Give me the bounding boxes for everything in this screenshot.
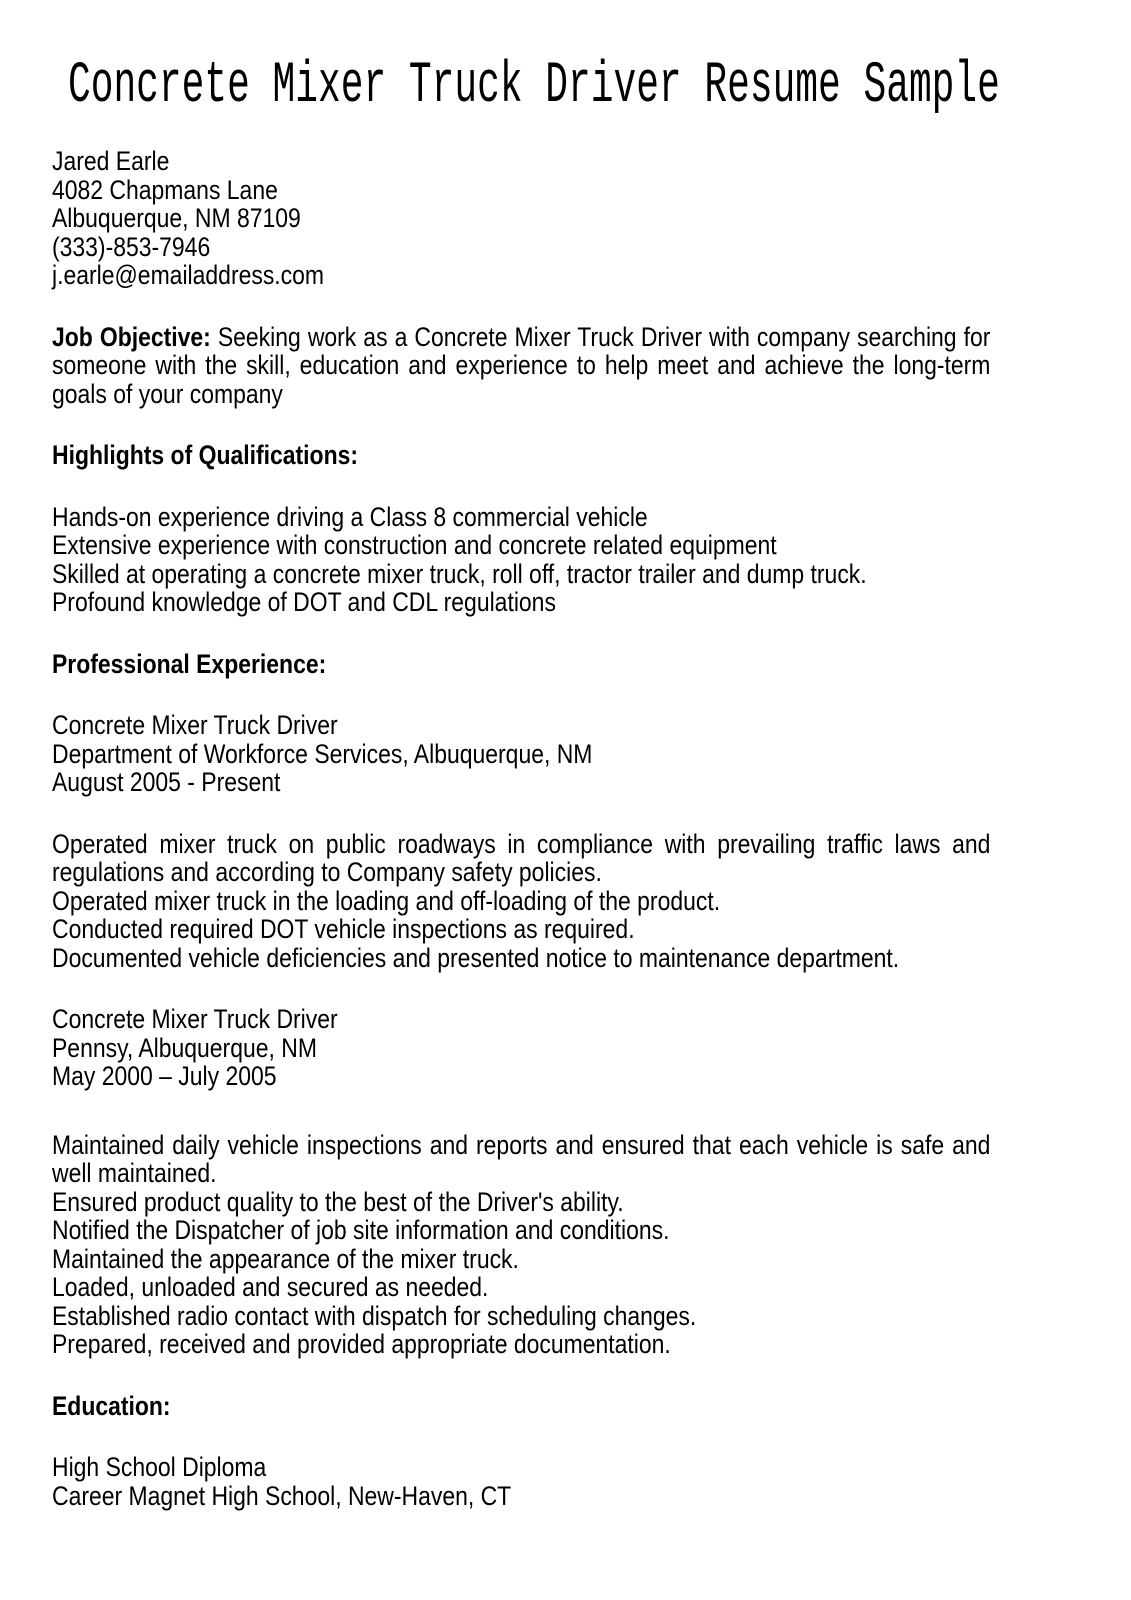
contact-block: [52, 147, 990, 290]
job-duties: [52, 1131, 990, 1359]
job-dates: August 2005 - Present: [52, 767, 281, 797]
education-heading-block: [52, 1392, 990, 1421]
education-heading: Education:: [52, 1390, 171, 1421]
job-duty: Conducted required DOT vehicle inspections as required.: [52, 914, 635, 944]
education-item: High School Diploma: [52, 1452, 267, 1482]
job-duty: Notified the Dispatcher of job site information and conditions.: [52, 1215, 670, 1245]
document-title: [68, 52, 1131, 122]
job-title: Concrete Mixer Truck Driver: [52, 710, 338, 740]
qualifications-heading: Highlights of Qualifications:: [52, 440, 358, 470]
objective-paragraph: [52, 323, 990, 409]
job-duty: Maintained the appearance of the mixer truck.: [52, 1243, 519, 1274]
qualification-item: Profound knowledge of DOT and CDL regulations: [52, 587, 556, 617]
contact-street: 4082 Chapmans Lane: [52, 174, 278, 205]
job-employer-location: Department of Workforce Services, Albuquerque, NM: [52, 738, 593, 769]
education-item: Career Magnet High School, New-Haven, CT: [52, 1480, 512, 1511]
qualifications-heading-block: [52, 441, 990, 470]
job-duty: Prepared, received and provided appropriate documentation.: [52, 1329, 671, 1359]
experience-heading: Professional Experience:: [52, 648, 327, 679]
document-title-text: Concrete Mixer Truck Driver Resume Sample: [68, 54, 1000, 119]
job-title: Concrete Mixer Truck Driver: [52, 1004, 338, 1034]
objective-text: Seeking work as a Concrete Mixer Truck Driver with company searching for someone with the skill, education and experience to help meet and achieve the long-term goals of your company: [52, 321, 991, 409]
objective-section: [52, 323, 990, 409]
contact-city-state-zip: Albuquerque, NM 87109: [52, 203, 301, 233]
contact-email: j.earle@emailaddress.com: [52, 260, 325, 290]
job-duty: Maintained daily vehicle inspections and reports and ensured that each vehicle is safe and well maintained.: [52, 1129, 991, 1188]
job-dates: May 2000 – July 2005: [52, 1061, 277, 1091]
education-list: [52, 1453, 990, 1510]
job-employer-location: Pennsy, Albuquerque, NM: [52, 1032, 317, 1063]
document-body: [52, 147, 990, 1510]
qualification-item: Skilled at operating a concrete mixer truck, roll off, tractor trailer and dump truck.: [52, 558, 867, 589]
job-header: [52, 1005, 990, 1091]
contact-name: Jared Earle: [52, 146, 170, 176]
job-header: [52, 711, 990, 797]
qualification-item: Hands-on experience driving a Class 8 commercial vehicle: [52, 501, 648, 532]
experience-heading-block: [52, 650, 990, 679]
job-duty: Operated mixer truck in the loading and off-loading of the product.: [52, 885, 721, 916]
qualification-item: Extensive experience with construction and concrete related equipment: [52, 530, 777, 560]
job-duty: Established radio contact with dispatch for scheduling changes.: [52, 1300, 697, 1331]
qualifications-list: [52, 503, 990, 617]
job-duty: Documented vehicle deficiencies and presented notice to maintenance department.: [52, 942, 900, 973]
job-duties: [52, 830, 990, 973]
job-duty: Loaded, unloaded and secured as needed.: [52, 1272, 489, 1302]
job-duty: Ensured product quality to the best of the Driver's ability.: [52, 1186, 624, 1217]
job-duty: Operated mixer truck on public roadways in compliance with prevailing traffic laws and regulations and according to Company safety policies.: [52, 828, 991, 887]
contact-phone: (333)-853-7946: [52, 231, 211, 262]
objective-label: Job Objective:: [52, 321, 211, 352]
